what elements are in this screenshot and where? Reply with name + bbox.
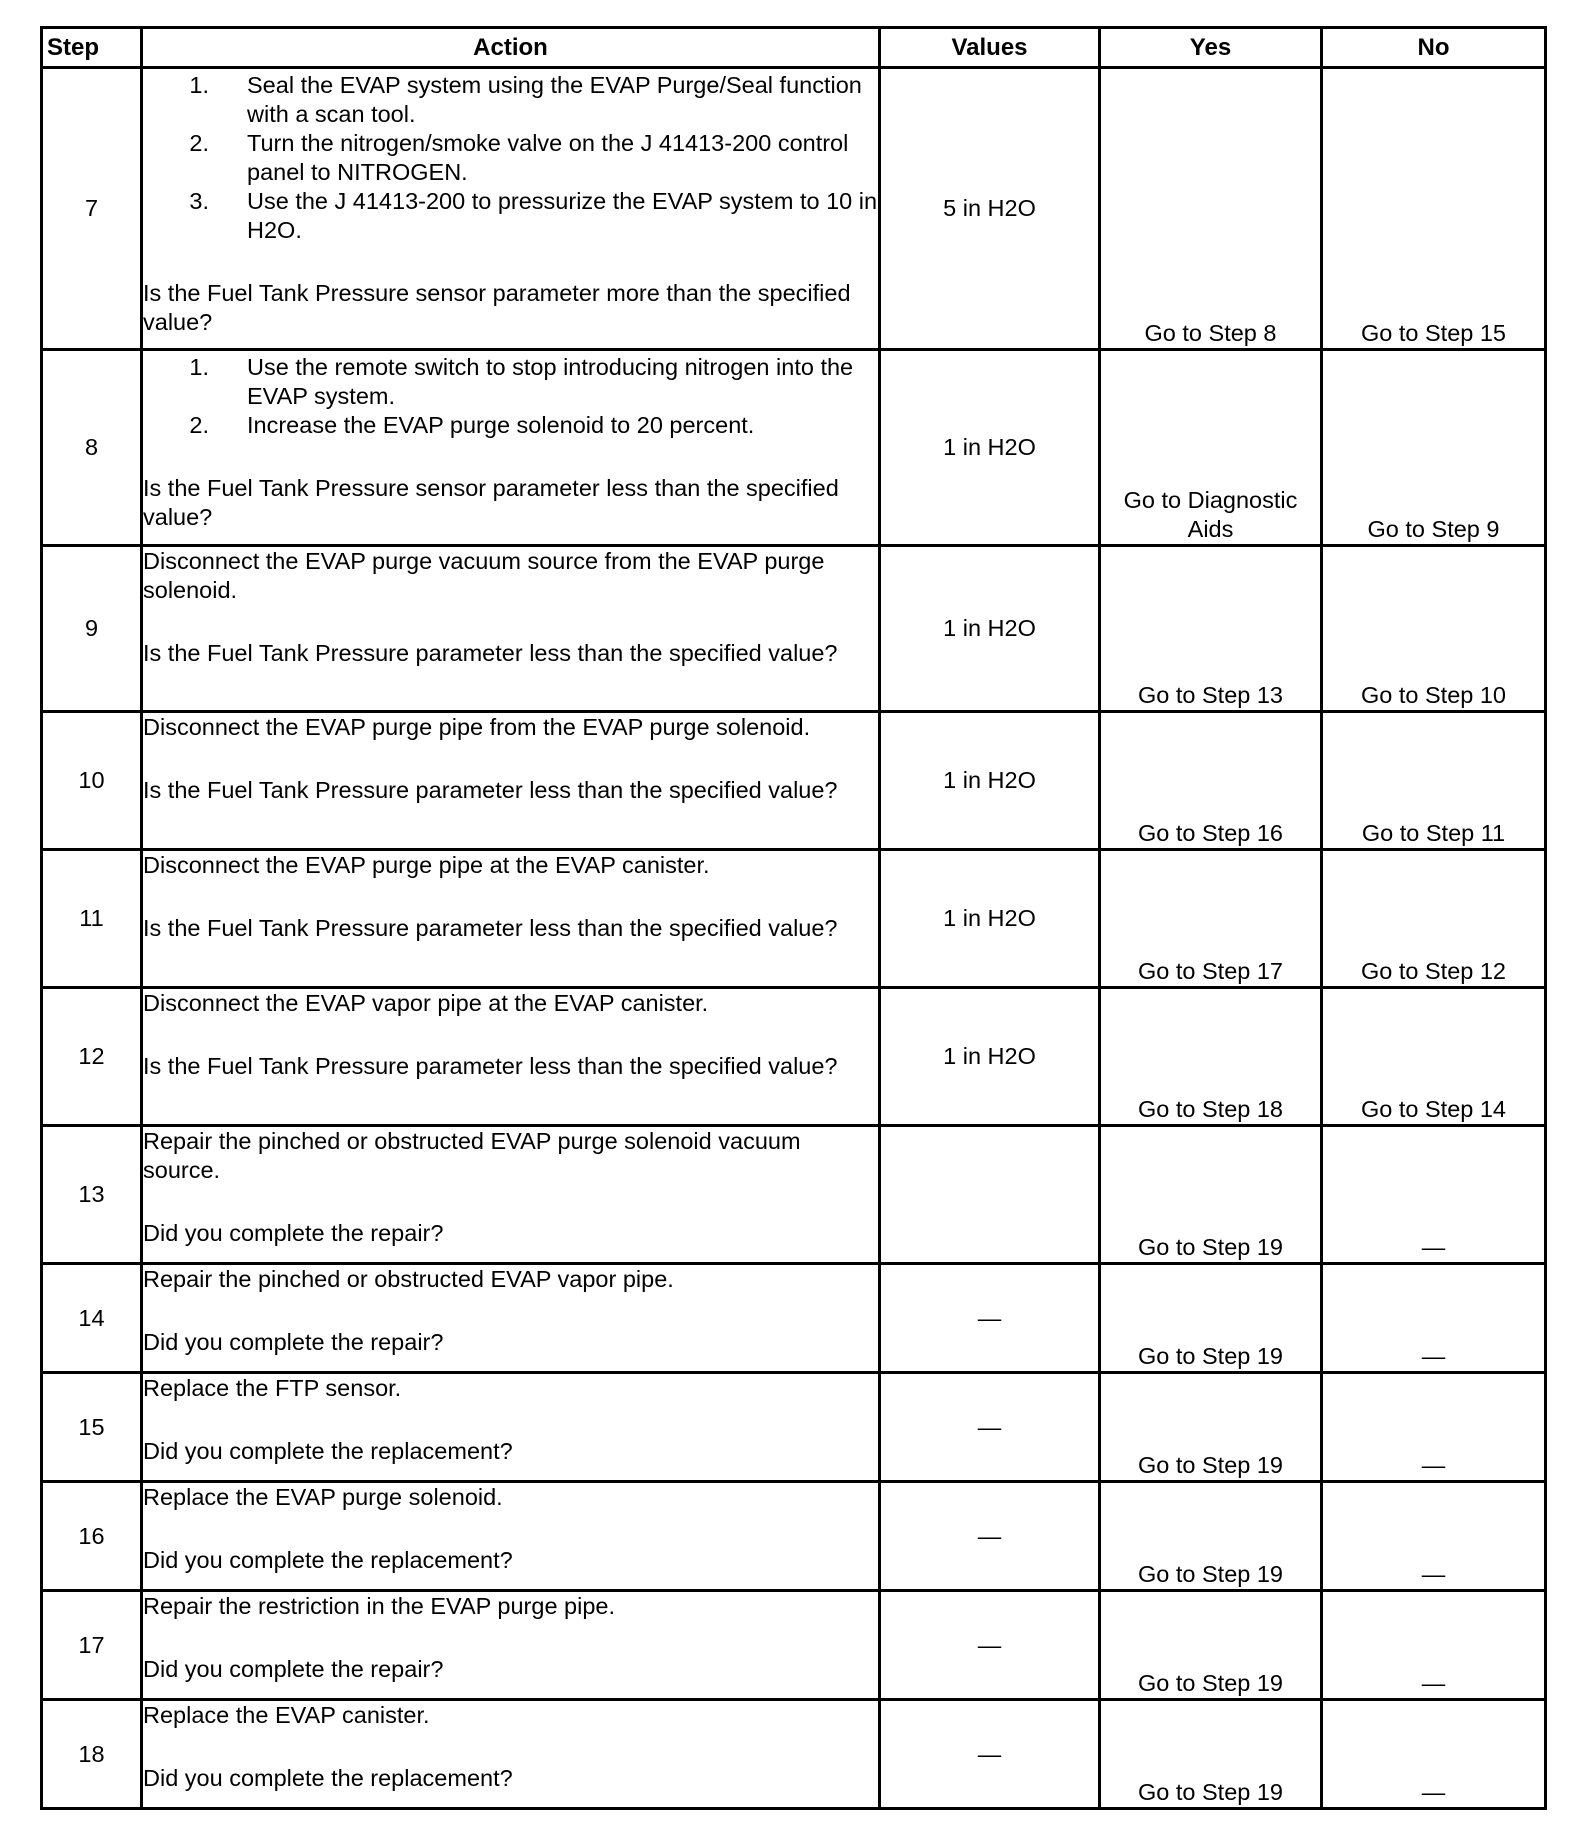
step-number: 10 — [42, 712, 142, 850]
table-row — [42, 988, 1546, 1126]
instruction-text: Repair the pinched or obstructed EVAP vapor pipe. — [143, 1266, 674, 1292]
yes-cell: Go to Diagnostic Aids — [1100, 350, 1322, 546]
step-number: 12 — [42, 988, 142, 1126]
diagnostic-table — [40, 26, 1547, 1810]
no-cell: — — [1322, 1373, 1546, 1482]
instruction-text: Replace the EVAP purge solenoid. — [143, 1484, 503, 1510]
procedure-item — [143, 187, 878, 245]
question-text: Is the Fuel Tank Pressure parameter less than the specified value? — [143, 1053, 838, 1079]
action-cell — [142, 1482, 880, 1591]
question-text: Is the Fuel Tank Pressure sensor parameter less than the specified value? — [143, 475, 839, 530]
yes-cell: Go to Step 19 — [1100, 1700, 1322, 1809]
question-text: Is the Fuel Tank Pressure parameter less than the specified value? — [143, 915, 838, 941]
action-cell — [142, 850, 880, 988]
action-cell — [142, 350, 880, 546]
header-step: Step — [42, 28, 142, 68]
item-text: Turn the nitrogen/smoke valve on the J 41413-200 control panel to NITROGEN. — [247, 130, 849, 185]
item-text: Increase the EVAP purge solenoid to 20 percent. — [247, 412, 755, 438]
action-cell — [142, 1591, 880, 1700]
item-number: 1. — [189, 354, 209, 380]
action-cell — [142, 1264, 880, 1373]
action-cell — [142, 988, 880, 1126]
item-text: Use the remote switch to stop introducing nitrogen into the EVAP system. — [247, 354, 854, 409]
table-row — [42, 1700, 1546, 1809]
action-cell — [142, 546, 880, 712]
value-cell: 1 in H2O — [880, 988, 1100, 1126]
value-cell: — — [880, 1264, 1100, 1373]
no-cell: Go to Step 15 — [1322, 68, 1546, 350]
action-cell — [142, 1700, 880, 1809]
no-cell: Go to Step 9 — [1322, 350, 1546, 546]
value-cell: — — [880, 1482, 1100, 1591]
question-text: Did you complete the repair? — [143, 1220, 444, 1246]
procedure-item — [143, 353, 878, 411]
action-cell — [142, 712, 880, 850]
question-text: Did you complete the replacement? — [143, 1438, 513, 1464]
question-text: Did you complete the replacement? — [143, 1547, 513, 1573]
procedure-list — [143, 69, 878, 245]
question-text: Is the Fuel Tank Pressure parameter less than the specified value? — [143, 640, 838, 666]
value-cell: — — [880, 1591, 1100, 1700]
step-number: 13 — [42, 1126, 142, 1264]
no-cell: — — [1322, 1264, 1546, 1373]
no-cell: — — [1322, 1482, 1546, 1591]
procedure-list — [143, 351, 878, 440]
instruction-text: Disconnect the EVAP purge vacuum source from the EVAP purge solenoid. — [143, 548, 825, 603]
question-text: Is the Fuel Tank Pressure parameter less than the specified value? — [143, 777, 838, 803]
no-cell: — — [1322, 1591, 1546, 1700]
step-number: 14 — [42, 1264, 142, 1373]
table-row — [42, 1264, 1546, 1373]
header-values: Values — [880, 28, 1100, 68]
item-number: 2. — [189, 130, 209, 156]
question-text: Did you complete the repair? — [143, 1656, 444, 1682]
yes-cell: Go to Step 8 — [1100, 68, 1322, 350]
table-row — [42, 1482, 1546, 1591]
no-cell: — — [1322, 1700, 1546, 1809]
table-row — [42, 68, 1546, 350]
no-cell: Go to Step 12 — [1322, 850, 1546, 988]
step-number: 15 — [42, 1373, 142, 1482]
question-text: Is the Fuel Tank Pressure sensor parameter more than the specified value? — [143, 280, 851, 335]
table-row — [42, 850, 1546, 988]
action-cell — [142, 1373, 880, 1482]
step-number: 17 — [42, 1591, 142, 1700]
instruction-text: Replace the FTP sensor. — [143, 1375, 402, 1401]
table-row — [42, 1373, 1546, 1482]
table-row — [42, 350, 1546, 546]
procedure-item — [143, 129, 878, 187]
yes-cell: Go to Step 17 — [1100, 850, 1322, 988]
step-number: 18 — [42, 1700, 142, 1809]
table-row — [42, 546, 1546, 712]
instruction-text: Disconnect the EVAP purge pipe from the EVAP purge solenoid. — [143, 714, 811, 740]
item-number: 3. — [189, 188, 209, 214]
procedure-item — [143, 71, 878, 129]
action-cell — [142, 1126, 880, 1264]
yes-cell: Go to Step 18 — [1100, 988, 1322, 1126]
question-text: Did you complete the replacement? — [143, 1765, 513, 1791]
instruction-text: Replace the EVAP canister. — [143, 1702, 430, 1728]
item-number: 1. — [189, 72, 209, 98]
value-cell: 1 in H2O — [880, 546, 1100, 712]
no-cell: Go to Step 10 — [1322, 546, 1546, 712]
question-text: Did you complete the repair? — [143, 1329, 444, 1355]
yes-cell: Go to Step 19 — [1100, 1126, 1322, 1264]
step-number: 11 — [42, 850, 142, 988]
header-yes: Yes — [1100, 28, 1322, 68]
value-cell: 1 in H2O — [880, 850, 1100, 988]
header-no: No — [1322, 28, 1546, 68]
item-text: Seal the EVAP system using the EVAP Purge/Seal function with a scan tool. — [247, 72, 862, 127]
no-cell: Go to Step 11 — [1322, 712, 1546, 850]
yes-cell: Go to Step 16 — [1100, 712, 1322, 850]
instruction-text: Disconnect the EVAP vapor pipe at the EVAP canister. — [143, 990, 709, 1016]
value-cell: — — [880, 1373, 1100, 1482]
instruction-text: Repair the pinched or obstructed EVAP purge solenoid vacuum source. — [143, 1128, 801, 1183]
yes-cell: Go to Step 13 — [1100, 546, 1322, 712]
table-row — [42, 1126, 1546, 1264]
header-action: Action — [142, 28, 880, 68]
item-number: 2. — [189, 412, 209, 438]
procedure-item — [143, 411, 878, 440]
step-number: 8 — [42, 350, 142, 546]
step-number: 9 — [42, 546, 142, 712]
step-number: 7 — [42, 68, 142, 350]
yes-cell: Go to Step 19 — [1100, 1591, 1322, 1700]
no-cell: Go to Step 14 — [1322, 988, 1546, 1126]
no-cell: — — [1322, 1126, 1546, 1264]
header-row — [42, 28, 1546, 68]
step-number: 16 — [42, 1482, 142, 1591]
table-row — [42, 712, 1546, 850]
yes-cell: Go to Step 19 — [1100, 1482, 1322, 1591]
yes-cell: Go to Step 19 — [1100, 1264, 1322, 1373]
instruction-text: Disconnect the EVAP purge pipe at the EVAP canister. — [143, 852, 710, 878]
value-cell: 1 in H2O — [880, 350, 1100, 546]
value-cell — [880, 1126, 1100, 1264]
instruction-text: Repair the restriction in the EVAP purge pipe. — [143, 1593, 616, 1619]
table-row — [42, 1591, 1546, 1700]
value-cell: 5 in H2O — [880, 68, 1100, 350]
value-cell: — — [880, 1700, 1100, 1809]
yes-cell: Go to Step 19 — [1100, 1373, 1322, 1482]
value-cell: 1 in H2O — [880, 712, 1100, 850]
action-cell — [142, 68, 880, 350]
item-text: Use the J 41413-200 to pressurize the EVAP system to 10 in H2O. — [247, 188, 878, 243]
